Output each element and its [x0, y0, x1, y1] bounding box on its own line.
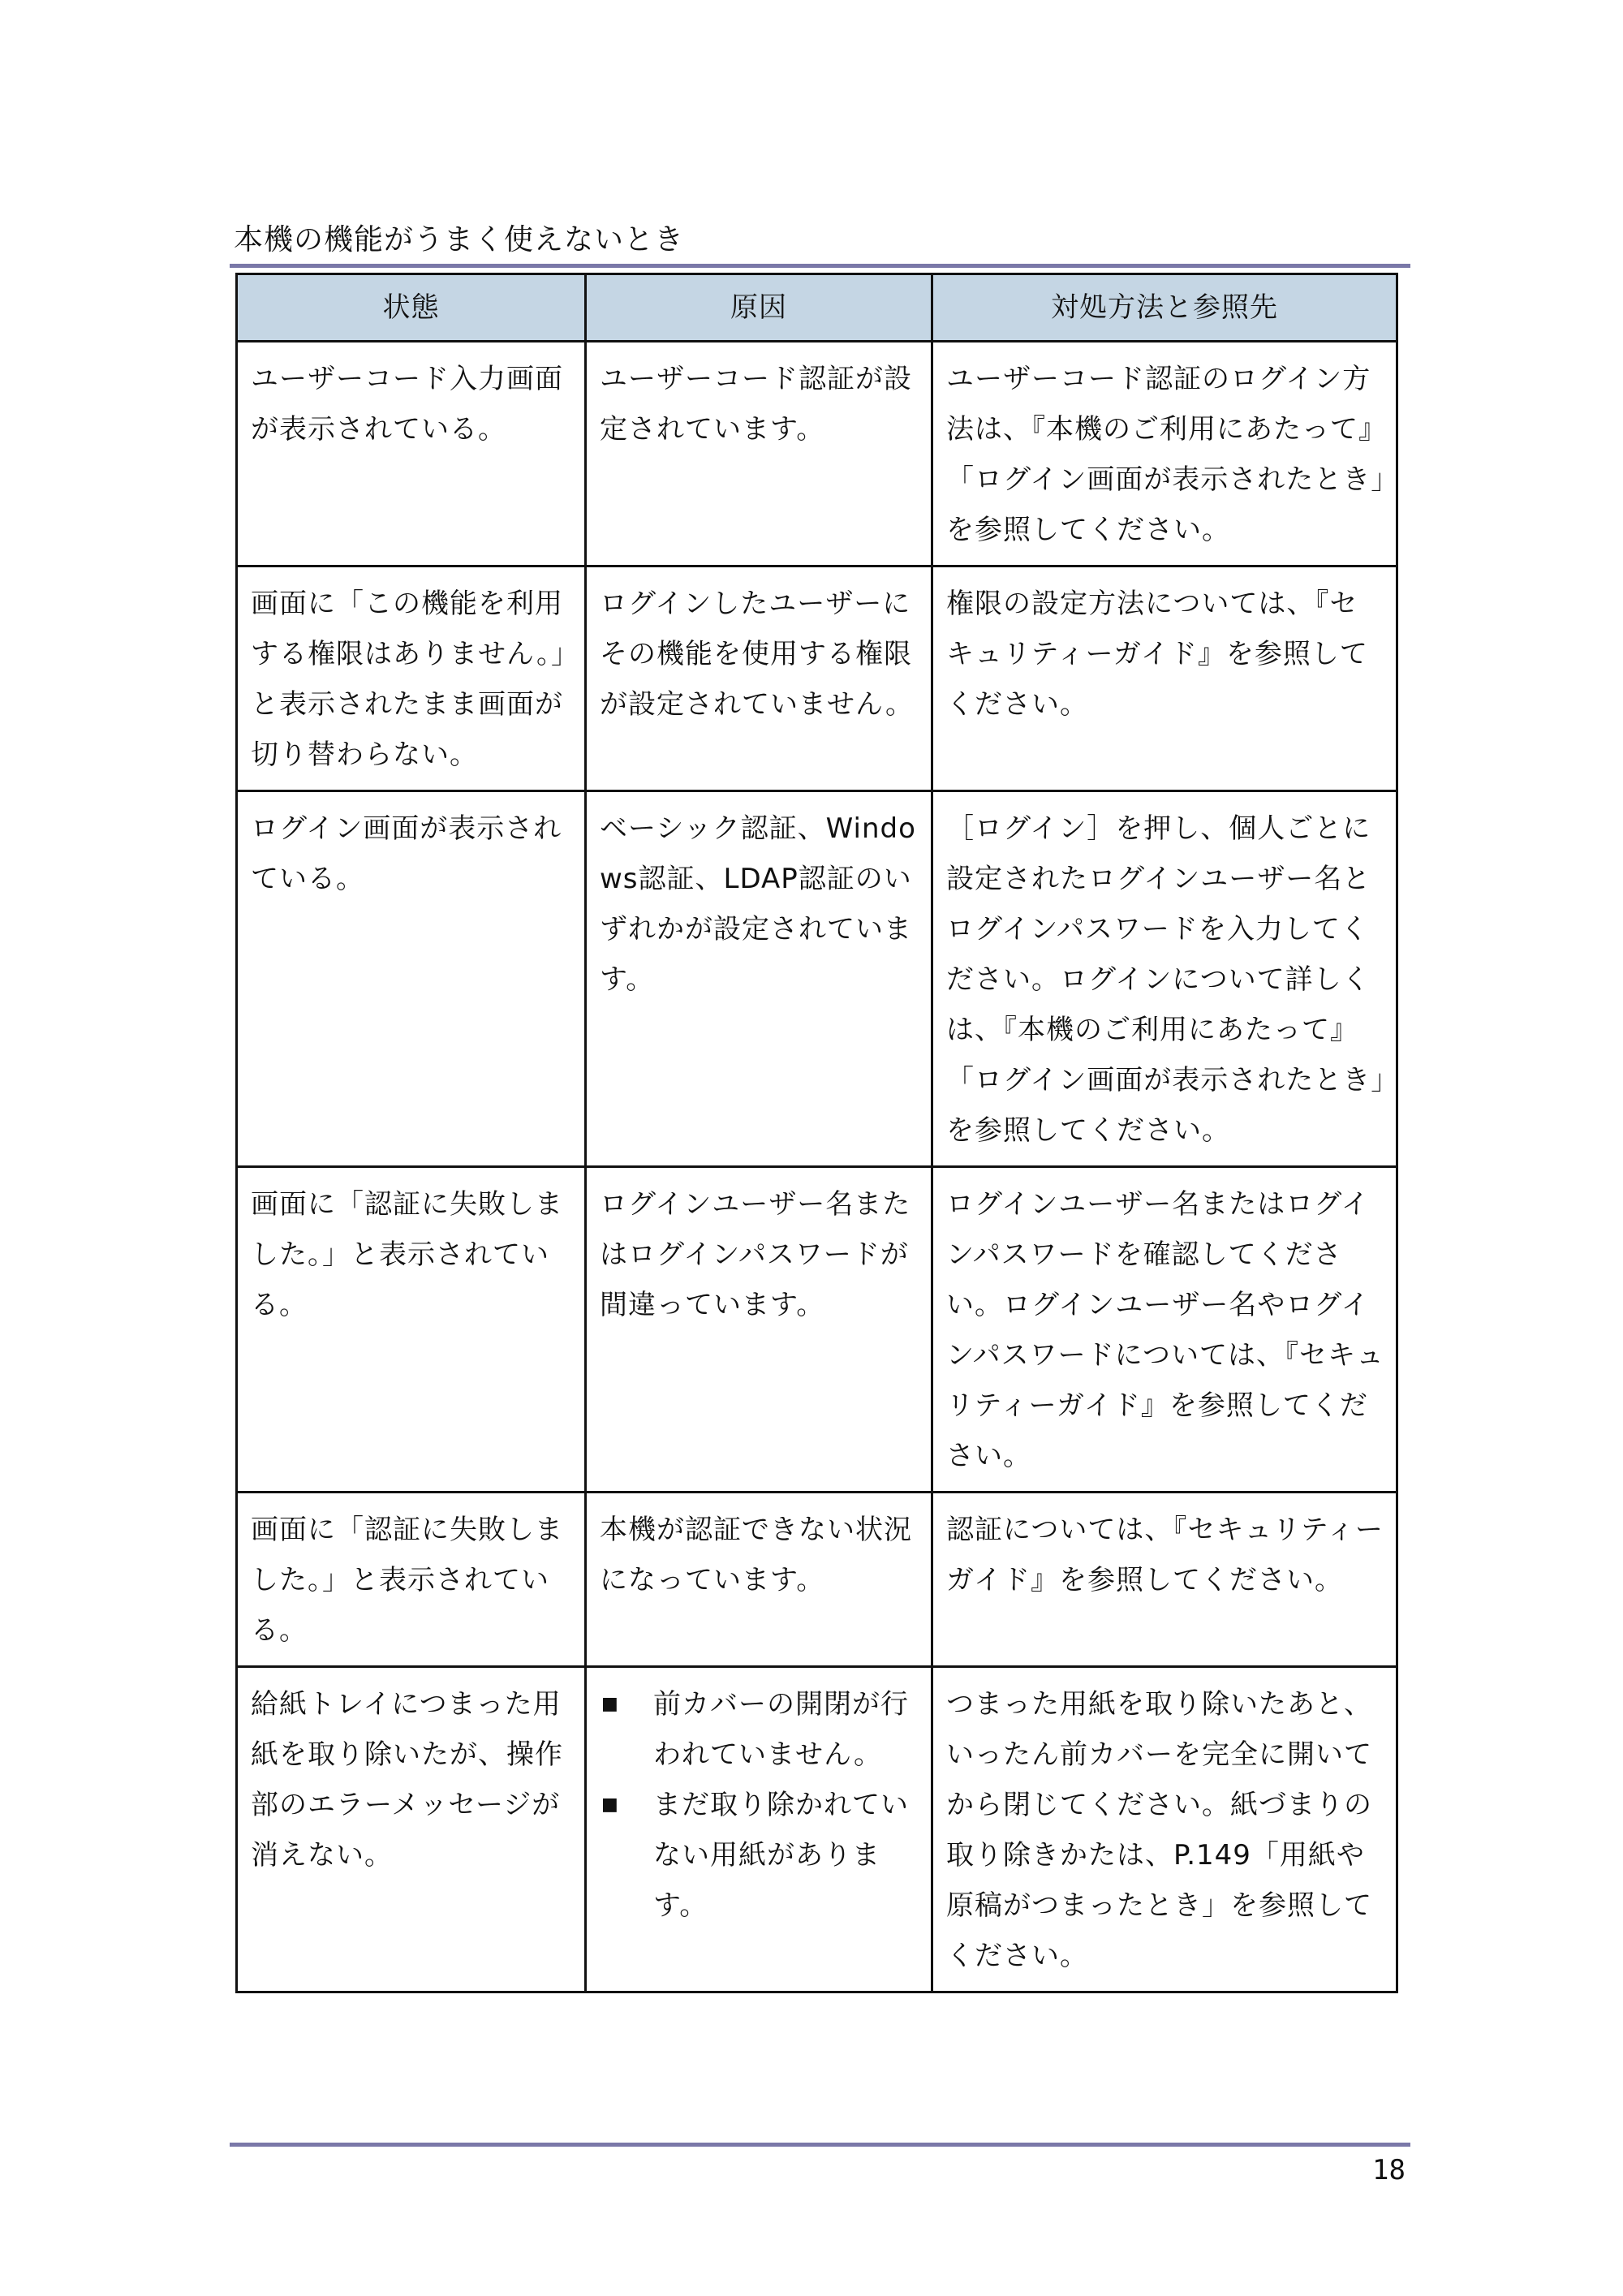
status-cell: ユーザーコード入力画面が表示されている。: [237, 342, 586, 566]
cause-item-text: まだ取り除かれていない用紙があります。: [653, 1789, 909, 1922]
table-header-row: [237, 274, 1397, 342]
cause-cell: ログインしたユーザーにその機能を使用する権限が設定されていません。: [586, 566, 932, 791]
table-row: [237, 791, 1397, 1167]
status-cell: 画面に「この機能を利用する権限はありません。」と表示されたまま画面が切り替わらない。: [237, 566, 586, 791]
page-number: 18: [1372, 2154, 1406, 2186]
header-remedy: 対処方法と参照先: [932, 274, 1397, 342]
table-row: [237, 1667, 1397, 1992]
status-cell: ログイン画面が表示されている。: [237, 791, 586, 1167]
remedy-cell: 権限の設定方法については、『セキュリティーガイド』を参照してください。: [932, 566, 1397, 791]
bottom-rule: [230, 2143, 1410, 2147]
table-row: [237, 1167, 1397, 1493]
cause-cell: ユーザーコード認証が設定されています。: [586, 342, 932, 566]
cause-item-text: 前カバーの開閉が行われていません。: [653, 1688, 909, 1771]
table-row: [237, 1493, 1397, 1667]
header-cause: 原因: [586, 274, 932, 342]
remedy-cell: 認証については、『セキュリティーガイド』を参照してください。: [932, 1493, 1397, 1667]
troubleshooting-table: [235, 273, 1398, 1993]
header-status: 状態: [237, 274, 586, 342]
cause-cell: 本機が認証できない状況になっています。: [586, 1493, 932, 1667]
list-item: [600, 1679, 921, 1780]
table-row: [237, 342, 1397, 566]
remedy-cell: ログインユーザー名またはログインパスワードを確認してください。ログインユーザー名やログインパスワードについては、『セキュリティーガイド』を参照してください。: [932, 1167, 1397, 1493]
cause-cell: ログインユーザー名またはログインパスワードが間違っています。: [586, 1167, 932, 1493]
cause-cell: [586, 1667, 932, 1992]
table-row: [237, 566, 1397, 791]
section-title: 本機の機能がうまく使えないとき: [234, 223, 685, 256]
remedy-cell: ユーザーコード認証のログイン方法は、『本機のご利用にあたって』「ログイン画面が表示されたとき」を参照してください。: [932, 342, 1397, 566]
status-cell: 画面に「認証に失敗しました。」と表示されている。: [237, 1167, 586, 1493]
list-item: [600, 1780, 921, 1931]
cause-cell: ベーシック認証、Windows認証、LDAP認証のいずれかが設定されています。: [586, 791, 932, 1167]
square-bullet-icon: ■: [601, 1794, 619, 1815]
remedy-cell: つまった用紙を取り除いたあと、いったん前カバーを完全に開いてから閉じてください。紙づまりの取り除きかたは、P.149「用紙や原稿がつまったとき」を参照してください。: [932, 1667, 1397, 1992]
remedy-cell: ［ログイン］を押し、個人ごとに設定されたログインユーザー名とログインパスワードを入力してください。ログインについて詳しくは、『本機のご利用にあたって』「ログイン画面が表示されたとき」を参照してください。: [932, 791, 1397, 1167]
cause-list: [600, 1679, 921, 1931]
status-cell: 画面に「認証に失敗しました。」と表示されている。: [237, 1493, 586, 1667]
status-cell: 給紙トレイにつまった用紙を取り除いたが、操作部のエラーメッセージが消えない。: [237, 1667, 586, 1992]
top-rule: [230, 264, 1410, 268]
square-bullet-icon: ■: [601, 1694, 619, 1714]
